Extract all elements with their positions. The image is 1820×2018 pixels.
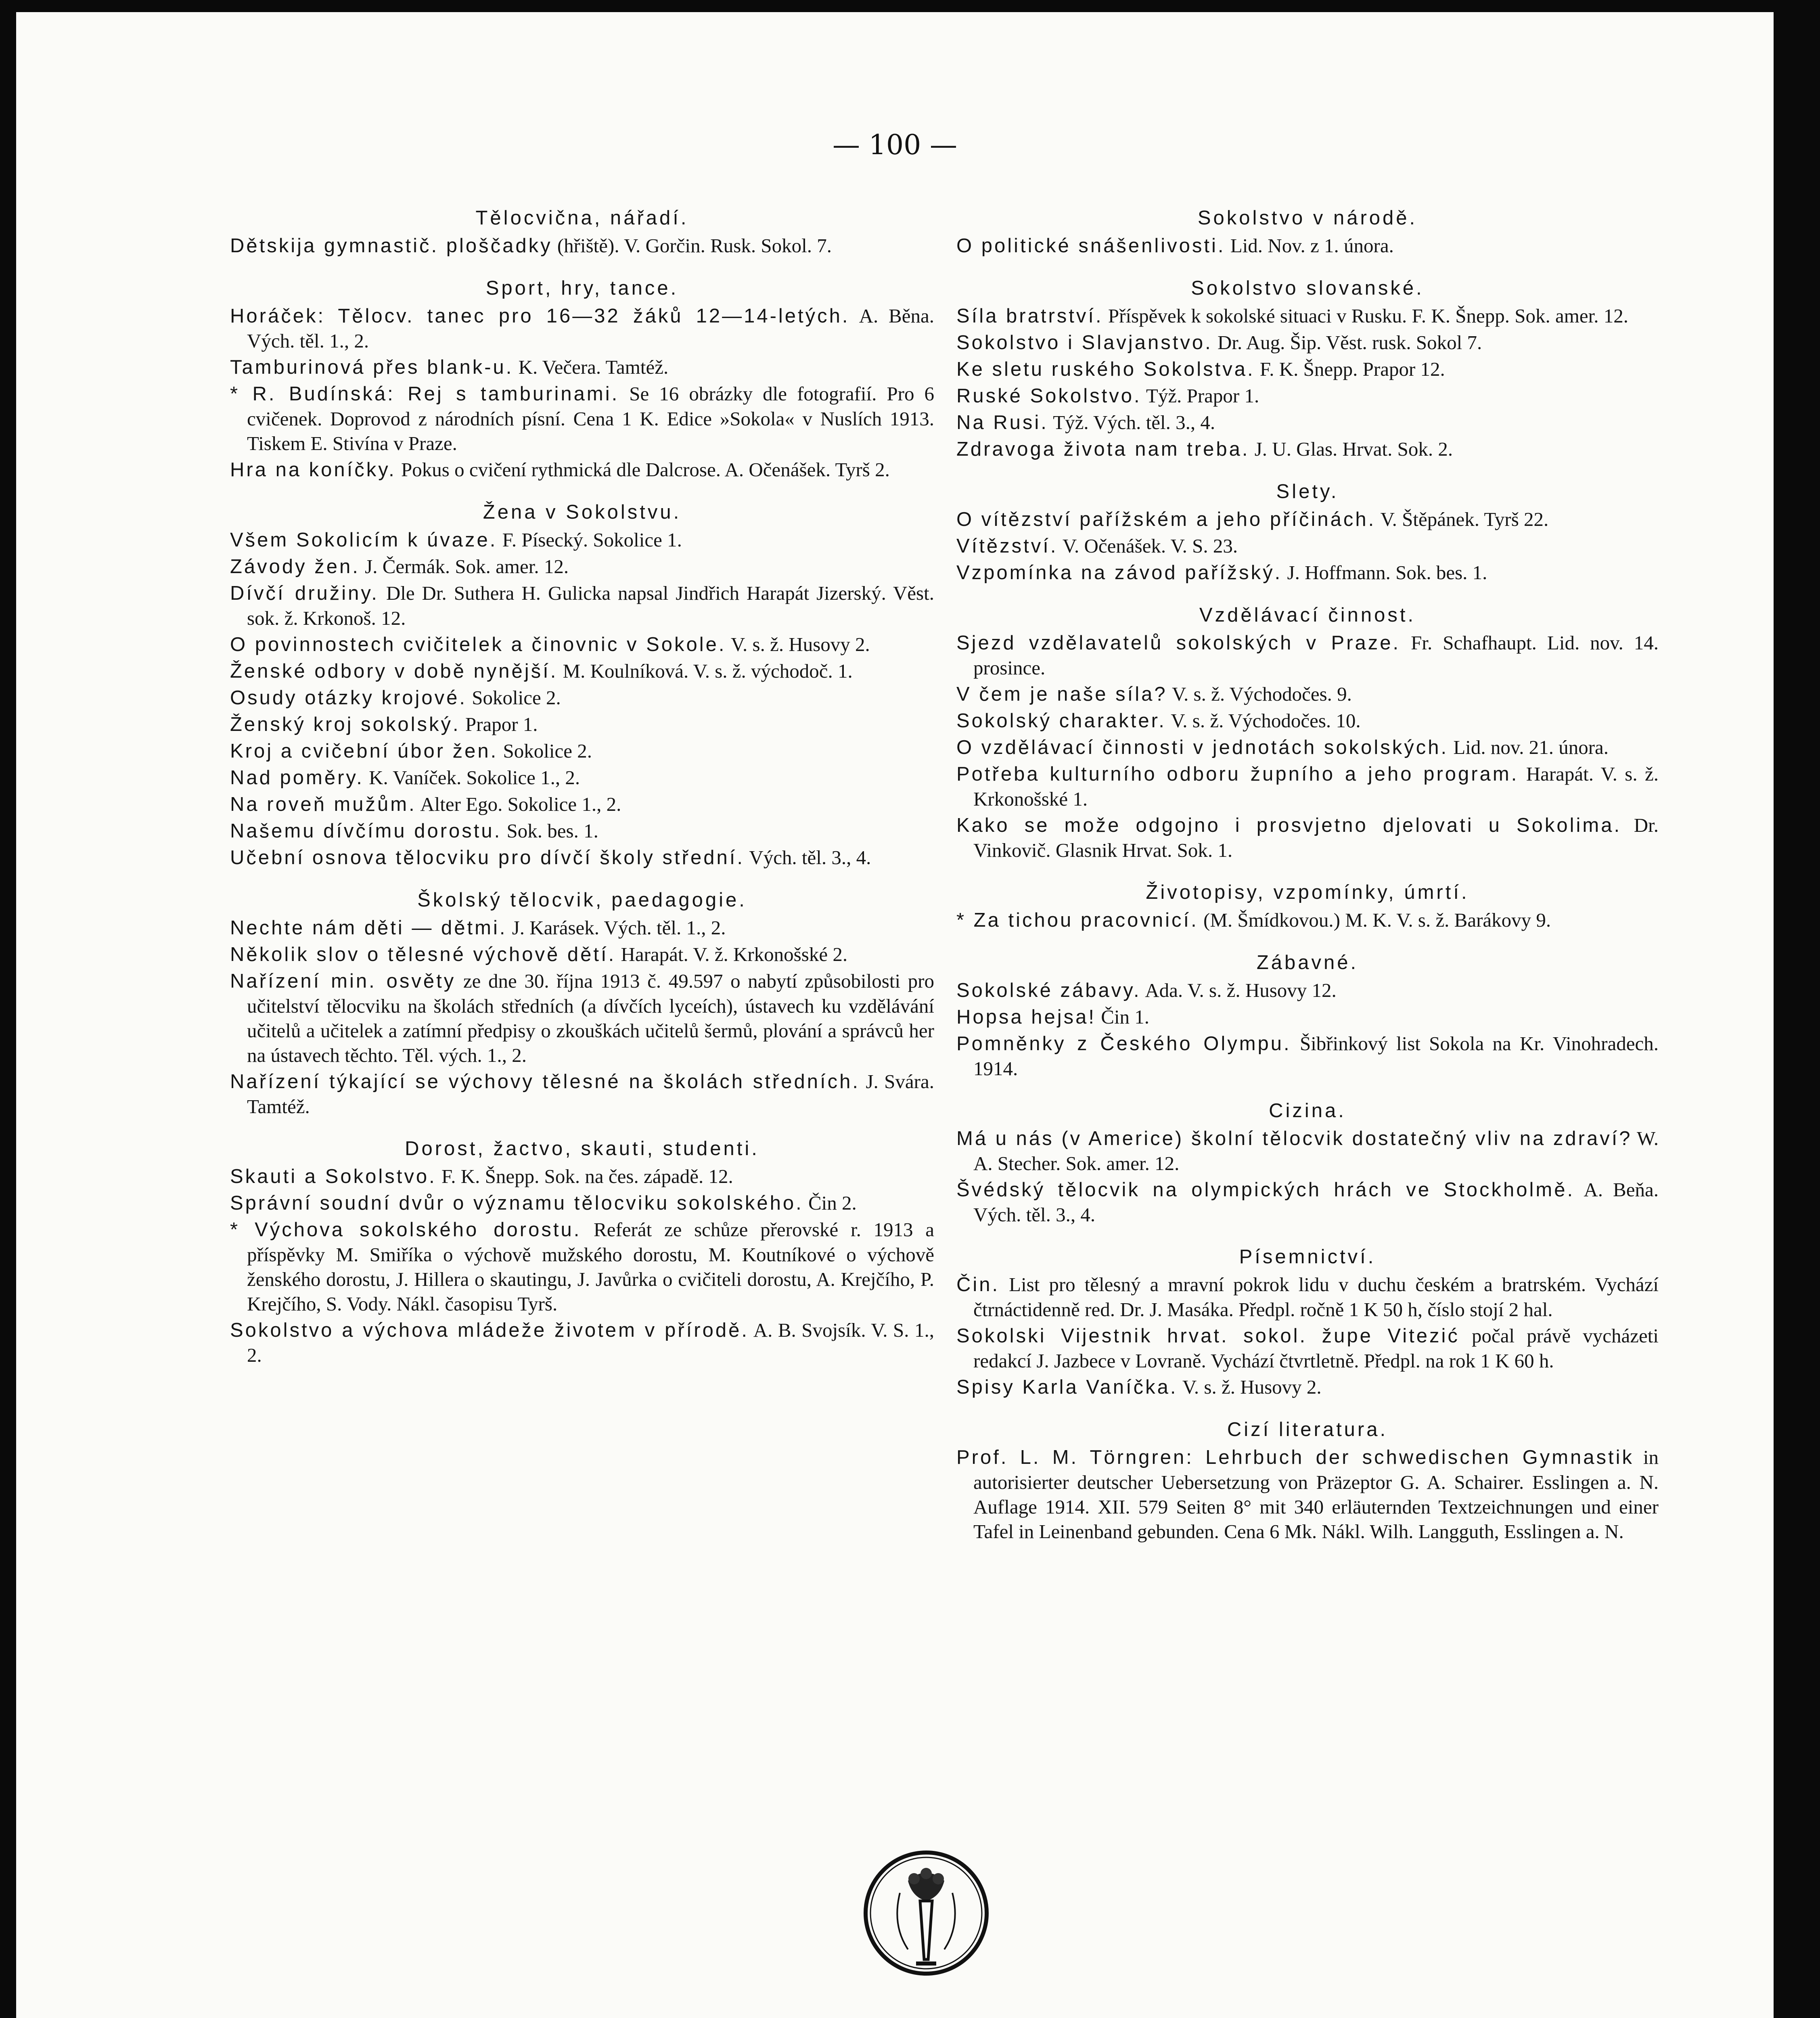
bibliography-entry [230, 819, 934, 844]
section-heading: Cizí literatura. [1227, 1419, 1388, 1440]
bibliography-entry [956, 1126, 1659, 1176]
entry-title: Učební osnova tělocviku pro dívčí školy střední. [230, 847, 745, 869]
entry-title: Nařízení týkající se výchovy tělesné na školách středních. [230, 1071, 860, 1093]
entry-details: K. Večera. Tamtéž. [513, 356, 669, 378]
entry-details: Prapor 1. [460, 713, 538, 735]
bibliography-entry [956, 1177, 1659, 1227]
section-heading: Slety. [1276, 481, 1339, 502]
entry-title: Dětskija gymnastič. ploščadky [230, 235, 552, 257]
entry-title: Nad poměry. [230, 767, 364, 789]
section-heading: Žena v Sokolstvu. [483, 501, 682, 523]
entry-details: V. s. ž. Husovy 2. [1178, 1376, 1322, 1398]
entry-title: Spisy Karla Vaníčka. [956, 1376, 1178, 1398]
bibliography-entry [956, 1272, 1659, 1322]
entry-title: Sokolstvo i Slavjanstvo. [956, 332, 1213, 354]
entry-details: F. K. Šnepp. Sok. na čes. západě. 12. [436, 1165, 733, 1187]
entry-title: Prof. L. M. Törngren: Lehrbuch der schwedischen Gymnastik [956, 1447, 1634, 1468]
entry-title: Kako se može odgojno i prosvjetno djelovati u Sokolima. [956, 814, 1622, 836]
entry-title: O vítězství pařížském a jeho příčinách. [956, 509, 1376, 530]
right-column [956, 206, 1659, 1545]
entry-title: Síla bratrství. [956, 305, 1103, 327]
section-heading: Cizina. [1269, 1100, 1346, 1122]
section-heading: Životopisy, vzpomínky, úmrtí. [1146, 881, 1469, 903]
entry-title: * R. Budínská: Rej s tamburinami. [230, 383, 619, 405]
entry-details: F. K. Šnepp. Prapor 12. [1255, 358, 1445, 380]
entry-details: Sokolice 2. [467, 687, 561, 709]
entry-title: Nechte nám děti — dětmi. [230, 917, 507, 939]
bibliography-entry [956, 735, 1659, 760]
entry-details: Se 16 obrázky dle fotografií. Pro 6 cvičenek. Doprovod z národních písní. Cena 1 K. Edice »Sokola« v Nuslích 1913. Tiskem E. Stivína v Praze. [247, 383, 934, 454]
bibliography-entry [956, 534, 1659, 559]
entry-title: Našemu dívčímu dorostu. [230, 820, 502, 842]
bibliography-entry [956, 304, 1659, 329]
entry-details: Alter Ego. Sokolice 1., 2. [416, 793, 621, 815]
entry-details: J. U. Glas. Hrvat. Sok. 2. [1249, 438, 1453, 460]
entry-title: Tamburinová přes blank-u. [230, 356, 514, 378]
section-heading: Zábavné. [1256, 952, 1359, 973]
bibliography-entry [230, 1164, 934, 1189]
entry-details: Příspěvek k sokolské situaci v Rusku. F. K. Šnepp. Sok. amer. 12. [1103, 305, 1628, 327]
entry-title: Horáček: Tělocv. tanec pro 16—32 žáků 12—14-letých. [230, 305, 850, 327]
entry-details: Týž. Prapor 1. [1141, 385, 1259, 407]
entry-details: Harapát. V. ž. Krkonošské 2. [616, 943, 848, 965]
entry-details: (hřiště). V. Gorčin. Rusk. Sokol. 7. [552, 234, 832, 257]
bibliography-entry [230, 632, 934, 657]
entry-details: Dr. Aug. Šip. Věst. rusk. Sokol 7. [1212, 331, 1482, 354]
bibliography-entry [956, 1445, 1659, 1544]
bibliography-entry [230, 528, 934, 553]
entry-details: Lid. Nov. z 1. února. [1225, 234, 1394, 257]
entry-details: M. Koulníková. V. s. ž. východoč. 1. [558, 660, 853, 682]
left-column [230, 206, 934, 1369]
entry-title: Ruské Sokolstvo. [956, 385, 1142, 407]
section-heading: Sokolstvo slovanské. [1191, 277, 1424, 299]
bibliography-entry [956, 908, 1659, 933]
entry-details: Dle Dr. Suthera H. Gulicka napsal Jindřich Harapát Jizerský. Věst. sok. ž. Krkonoš. 12. [247, 582, 934, 629]
entry-title: Sokolstvo a výchova mládeže životem v přírodě. [230, 1319, 749, 1341]
bibliography-entry [956, 682, 1659, 707]
bibliography-entry [230, 1318, 934, 1367]
bibliography-entry [230, 739, 934, 764]
entry-title: Sokolský charakter. [956, 710, 1166, 732]
entry-details: List pro tělesný a mravní pokrok lidu v duchu českém a bratrském. Vychází čtrnáctidenně red. Dr. J. Masáka. Předpl. ročně 1 K 50 h, číslo stojí 2 hal. [973, 1273, 1659, 1321]
entry-title: Nařízení min. osvěty [230, 970, 456, 992]
section-heading: Sokolstvo v národě. [1197, 207, 1418, 229]
page-number: — 100 — [832, 129, 958, 161]
bibliography-entry [230, 581, 934, 630]
bibliography-entry [956, 507, 1659, 532]
entry-title: Sokolské zábavy. [956, 980, 1141, 1001]
entry-title: Správní soudní dvůr o významu tělocviku sokolského. [230, 1192, 803, 1214]
entry-details: Harapát. V. s. ž. Krkonošské 1. [973, 763, 1659, 810]
entry-title: Potřeba kulturního odboru župního a jeho program. [956, 763, 1519, 785]
entry-title: V čem je naše síla? [956, 683, 1167, 705]
bibliography-entry [230, 233, 934, 258]
section-heading: Vzdělávací činnost. [1199, 604, 1416, 626]
section-heading: Písemnictví. [1239, 1246, 1376, 1268]
entry-details: Čin 2. [803, 1192, 857, 1214]
entry-details: W. A. Stecher. Sok. amer. 12. [973, 1127, 1659, 1174]
entry-title: Vzpomínka na závod pařížský. [956, 562, 1282, 584]
entry-title: * Výchova sokolského dorostu. [230, 1219, 582, 1241]
bibliography-entry [230, 1191, 934, 1216]
bibliography-entry [230, 792, 934, 817]
entry-title: Ženský kroj sokolský. [230, 714, 460, 735]
entry-details: J. Svára. Tamtéž. [247, 1070, 934, 1118]
bibliography-entry [956, 330, 1659, 355]
bibliography-entry [230, 1069, 934, 1119]
entry-title: Kroj a cvičební úbor žen. [230, 740, 498, 762]
entry-details: A. Běna. Vých. těl. 1., 2. [247, 305, 934, 352]
entry-title: Závody žen. [230, 556, 360, 578]
entry-details: Šibřinkový list Sokola na Kr. Vinohradech. 1914. [973, 1032, 1659, 1080]
entry-title: Zdravoga života nam treba. [956, 438, 1250, 460]
bibliography-entry [956, 978, 1659, 1003]
bibliography-entry [956, 1375, 1659, 1400]
entry-title: O vzdělávací činnosti v jednotách sokolských. [956, 737, 1449, 758]
bibliography-entry [230, 765, 934, 790]
entry-details: J. Čermák. Sok. amer. 12. [360, 555, 569, 578]
bibliography-entry [230, 969, 934, 1068]
bibliography-entry [956, 813, 1659, 862]
bibliography-entry [230, 712, 934, 737]
entry-title: Ženské odbory v době nynější. [230, 660, 558, 682]
section-heading: Dorost, žactvo, skauti, studenti. [405, 1138, 759, 1160]
entry-details: A. Beňa. Vých. těl. 3., 4. [973, 1179, 1659, 1226]
bibliography-entry [956, 762, 1659, 811]
entry-title: Má u nás (v Americe) školní tělocvik dostatečný vliv na zdraví? [956, 1128, 1632, 1149]
entry-details: F. Písecký. Sokolice 1. [497, 529, 682, 551]
bibliography-entry [956, 233, 1659, 258]
bibliography-entry [230, 942, 934, 967]
entry-details: Lid. nov. 21. února. [1448, 736, 1609, 758]
section-heading: Sport, hry, tance. [485, 277, 679, 299]
section-heading: Školský tělocvik, paedagogie. [417, 889, 747, 911]
entry-title: Hopsa hejsa! [956, 1006, 1096, 1028]
entry-details: Referát ze schůze přerovské r. 1913 a příspěvky M. Smiříka o výchově mužského dorostu, M. Koutníkové o výchově ženského dorostu, J. Hillera o skautingu, J. Javůrka o cvičiteli dorostu, A. Krejčího, P. Krejčího, S. Vody. Nákl. časopisu Tyrš. [247, 1218, 934, 1315]
bibliography-entry [956, 1031, 1659, 1081]
bibliography-entry [230, 457, 934, 482]
bibliography-entry [956, 410, 1659, 435]
entry-details: Pokus o cvičení rythmická dle Dalcrose. A. Očenášek. Tyrš 2. [396, 458, 890, 481]
bibliography-entry [956, 437, 1659, 462]
bibliography-entry [956, 1005, 1659, 1030]
entry-title: Švédský tělocvik na olympických hrách ve Stockholmě. [956, 1179, 1575, 1201]
entry-details: V. s. ž. Husovy 2. [726, 633, 870, 655]
entry-details: V. Očenášek. V. S. 23. [1058, 535, 1238, 557]
bibliography-entry [230, 915, 934, 940]
entry-details: V. s. ž. Východočes. 9. [1167, 683, 1352, 705]
entry-details: (M. Šmídkovou.) M. K. V. s. ž. Barákovy 9. [1198, 909, 1551, 931]
entry-details: Sokolice 2. [498, 740, 592, 762]
entry-title: Dívčí družiny. [230, 582, 379, 604]
entry-title: Osudy otázky krojové. [230, 687, 467, 709]
entry-details: in autorisierter deutscher Uebersetzung von Präzeptor G. A. Schairer. Esslingen a. N. Auflage 1914. XII. 579 Seiten 8° mit 340 erläuternden Textzeichnungen und einer Tafel in Leinenband gebunden. Cena 6 Mk. Nákl. Wilh. Langguth, Esslingen a. N. [973, 1446, 1659, 1543]
entry-title: Vítězství. [956, 535, 1058, 557]
bibliography-entry [230, 685, 934, 710]
entry-title: Na roveň mužům. [230, 793, 416, 815]
page [16, 12, 1774, 2018]
entry-details: K. Vaníček. Sokolice 1., 2. [364, 766, 580, 789]
bibliography-entry [956, 357, 1659, 382]
bibliography-entry [956, 383, 1659, 408]
entry-details: Dr. Vinkovič. Glasnik Hrvat. Sok. 1. [973, 814, 1659, 861]
entry-title: Pomněnky z Českého Olympu. [956, 1033, 1291, 1055]
bibliography-entry [230, 554, 934, 579]
entry-details: Sok. bes. 1. [502, 820, 598, 842]
entry-title: Sjezd vzdělavatelů sokolských v Praze. [956, 632, 1401, 654]
bibliography-entry [230, 845, 934, 870]
entry-title: Všem Sokolicím k úvaze. [230, 529, 498, 551]
entry-details: V. Štěpánek. Tyrš 22. [1376, 508, 1549, 530]
entry-title: Na Rusi. [956, 412, 1048, 433]
entry-details: J. Karásek. Vých. těl. 1., 2. [507, 917, 726, 939]
entry-details: Ada. V. s. ž. Husovy 12. [1141, 979, 1337, 1001]
entry-details: počal právě vycházeti redakcí J. Jazbece v Lovraně. Vychází čtvrtletně. Předpl. na rok 1 K 60 h. [973, 1325, 1659, 1372]
entry-details: Vých. těl. 3., 4. [744, 846, 871, 869]
entry-title: Ke sletu ruského Sokolstva. [956, 358, 1255, 380]
bibliography-entry [956, 630, 1659, 680]
bibliography-entry [956, 708, 1659, 733]
entry-details: ze dne 30. října 1913 č. 49.597 o nabytí způsobilosti pro učitelství tělocviku na školách středních (a dívčích lyceích), ústavech ku vzdělávání učitelů a učitelek a zatímní předpisy o zkouškách učitelů šermů, plování a správců her na ústavech těchto. Těl. vých. 1., 2. [247, 970, 934, 1066]
bibliography-entry [956, 1323, 1659, 1373]
sokol-emblem-icon [860, 1844, 993, 1982]
entry-title: Čin. [956, 1274, 1000, 1296]
bibliography-entry [230, 1217, 934, 1316]
bibliography-entry [230, 659, 934, 684]
entry-title: Hra na koníčky. [230, 459, 396, 481]
entry-title: O povinnostech cvičitelek a činovnic v Sokole. [230, 634, 726, 655]
entry-details: Týž. Vých. těl. 3., 4. [1048, 411, 1215, 433]
entry-details: A. B. Svojsík. V. S. 1., 2. [247, 1319, 934, 1366]
entry-details: Fr. Schafhaupt. Lid. nov. 14. prosince. [973, 632, 1659, 679]
entry-title: Skauti a Sokolstvo. [230, 1166, 437, 1187]
bibliography-entry [230, 304, 934, 353]
entry-title: Několik slov o tělesné výchově dětí. [230, 944, 616, 965]
entry-details: Čin 1. [1096, 1006, 1150, 1028]
bibliography-entry [230, 355, 934, 380]
section-heading: Tělocvična, nářadí. [475, 207, 689, 229]
entry-details: V. s. ž. Východočes. 10. [1166, 710, 1361, 732]
entry-details: J. Hoffmann. Sok. bes. 1. [1282, 561, 1487, 584]
entry-title: O politické snášenlivosti. [956, 235, 1226, 257]
entry-title: * Za tichou pracovnicí. [956, 909, 1199, 931]
bibliography-entry [230, 381, 934, 456]
bibliography-entry [956, 560, 1659, 585]
entry-title: Sokolski Vijestnik hrvat. sokol. župe Vitezić [956, 1325, 1460, 1347]
